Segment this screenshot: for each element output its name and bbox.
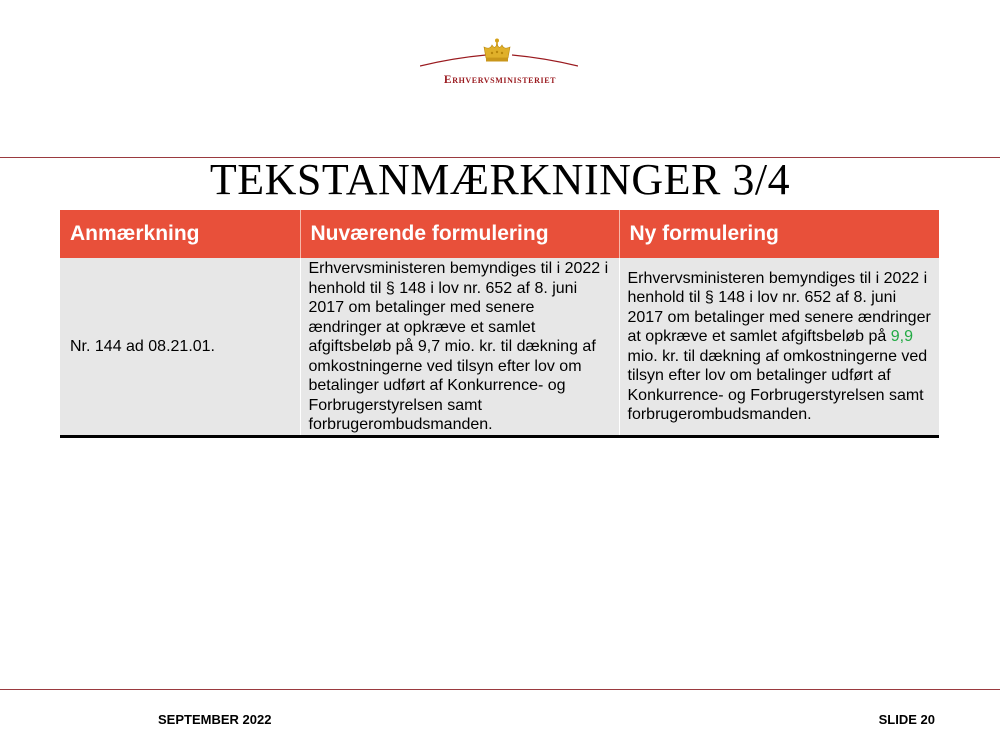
column-header-new-wording: Ny formulering	[619, 210, 939, 258]
logo-left-wing	[420, 54, 486, 68]
new-wording-text-before: Erhvervsministeren bemyndiges til i 2022 i henhold til § 148 i lov nr. 652 af 8. juni 2017 om betalinger med senere ændringer at opkræve et samlet afgiftsbeløb på	[627, 269, 931, 346]
ministry-logo	[420, 38, 580, 92]
table-header-row	[60, 210, 939, 258]
footer-date: SEPTEMBER 2022	[158, 712, 272, 727]
column-header-annotation: Anmærkning	[60, 210, 300, 258]
new-wording-text-after: mio. kr. til dækning af omkostningerne ved tilsyn efter lov om betalinger udført af Konkurrence- og Forbrugerstyrelsen samt forbrugerombudsmanden.	[627, 347, 928, 424]
footer-slide-number: SLIDE 20	[878, 712, 935, 727]
logo-wordmark: Erhvervsministeriet	[443, 74, 557, 86]
column-header-current-wording: Nuværende formulering	[300, 210, 619, 258]
crown-icon	[482, 38, 512, 64]
current-wording-cell: Erhvervsministeren bemyndiges til i 2022 i henhold til § 148 i lov nr. 652 af 8. juni 2017 om betalinger med senere ændringer at opkræve et samlet afgiftsbeløb på 9,7 mio. kr. til dækning af omkostningerne ved tilsyn efter lov om betalinger udført af Konkurrence- og Forbrugerstyrelsen samt forbrugerombudsmanden.	[300, 258, 619, 436]
table-row	[60, 258, 939, 436]
annotations-table	[60, 210, 939, 438]
logo-right-wing	[512, 54, 578, 68]
annotation-cell: Nr. 144 ad 08.21.01.	[60, 258, 300, 436]
footer-divider	[0, 689, 1000, 690]
slide-title: TEKSTANMÆRKNINGER 3/4	[209, 155, 791, 204]
new-wording-cell	[619, 258, 939, 436]
new-amount-highlight: 9,9	[890, 328, 913, 346]
